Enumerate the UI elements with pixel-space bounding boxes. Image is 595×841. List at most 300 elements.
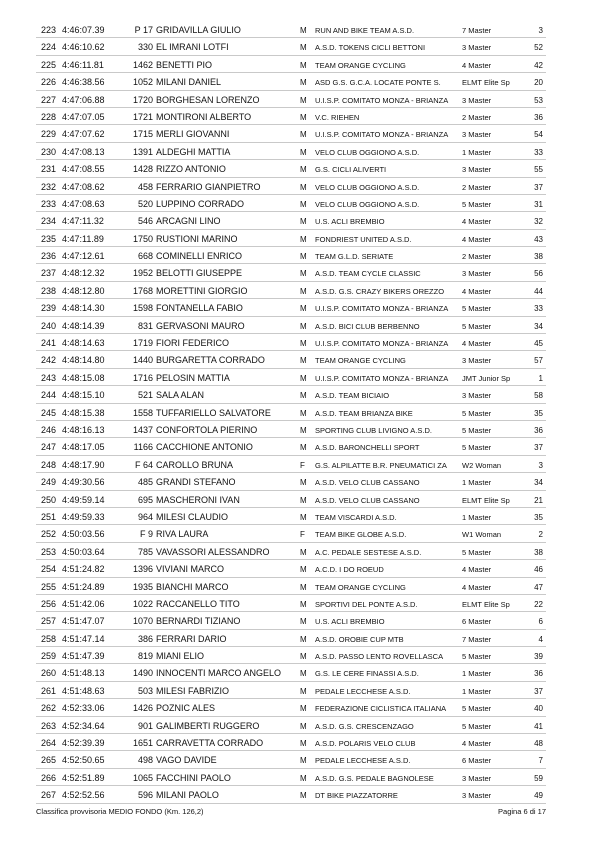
category-cell: 4 Master [462,582,492,592]
position-cell: 223 [41,25,57,35]
gender-cell: M [300,512,307,522]
team-cell: SPORTING CLUB LIVIGNO A.S.D. [315,425,432,435]
position-cell: 263 [41,720,57,731]
gender-cell: M [300,321,307,331]
category-cell: 1 Master [462,147,492,157]
time-cell: 4:47:08.13 [62,146,105,157]
bib-number-cell: 901 [137,720,153,731]
bib-number-cell: 386 [137,633,153,644]
position-cell: 234 [41,216,57,227]
time-cell: 4:48:17.05 [62,442,105,453]
category-position-cell: 3 [538,460,543,470]
bib-number-cell: P 17 [134,25,153,35]
bib-number-cell: 1391 [132,146,153,157]
position-cell: 266 [41,772,57,783]
table-row [36,247,546,264]
bib-number-cell: 1462 [132,59,153,70]
bib-number-cell: 1750 [132,233,153,244]
position-cell: 252 [41,529,57,540]
category-position-cell: 33 [534,304,543,314]
bib-number-cell: 1052 [132,77,153,88]
athlete-name-cell: EL IMRANI LOTFI [156,42,229,53]
bib-number-cell: 1490 [132,668,153,679]
bib-number-cell: 1428 [132,164,153,175]
time-cell: 4:48:14.39 [62,320,105,331]
gender-cell: M [300,269,307,279]
category-cell: 6 Master [462,617,492,627]
table-row [36,699,546,716]
category-cell: 6 Master [462,756,492,766]
category-cell: 1 Master [462,669,492,679]
category-position-cell: 1 [538,373,543,383]
time-cell: 4:51:47.14 [62,633,105,644]
position-cell: 238 [41,285,57,296]
category-cell: 3 Master [462,269,492,279]
position-cell: 253 [41,546,57,557]
bib-number-cell: 1022 [132,598,153,609]
gender-cell: M [300,147,307,157]
position-cell: 225 [41,59,57,70]
bib-number-cell: 668 [137,251,153,262]
athlete-name-cell: MONTIRONI ALBERTO [156,111,252,122]
gender-cell: M [300,547,307,557]
bib-number-cell: 498 [137,755,153,766]
category-cell: 5 Master [462,704,492,714]
category-position-cell: 34 [534,321,543,331]
position-cell: 227 [41,94,57,105]
athlete-name-cell: MORETTINI GIORGIO [156,285,248,296]
athlete-name-cell: BERNARDI TIZIANO [156,616,241,627]
athlete-name-cell: CACCHIONE ANTONIO [156,442,253,453]
team-cell: U.S. ACLI BREMBIO [315,217,385,227]
category-cell: ELMT Elite Sp [462,78,510,88]
category-cell: 4 Master [462,565,492,575]
position-cell: 246 [41,424,57,435]
athlete-name-cell: MERLI GIOVANNI [156,129,230,140]
athlete-name-cell: VAVASSORI ALESSANDRO [156,546,270,557]
table-row [36,178,546,195]
time-cell: 4:48:12.80 [62,285,105,296]
category-cell: ELMT Elite Sp [462,599,510,609]
athlete-name-cell: ARCAGNI LINO [156,216,221,227]
table-row [36,212,546,229]
category-cell: ELMT Elite Sp [462,495,510,505]
category-position-cell: 53 [534,95,543,105]
gender-cell: M [300,686,307,696]
category-cell: 4 Master [462,234,492,244]
table-row [36,421,546,438]
gender-cell: M [300,495,307,505]
athlete-name-cell: BORGHESAN LORENZO [156,94,260,105]
position-cell: 250 [41,494,57,505]
category-position-cell: 42 [534,60,543,70]
category-cell: 5 Master [462,547,492,557]
category-position-cell: 52 [534,43,543,53]
table-row [36,682,546,699]
team-cell: U.I.S.P. COMITATO MONZA - BRIANZA [315,130,449,140]
team-cell: TEAM BIKE GLOBE A.S.D. [315,530,407,540]
table-row [36,264,546,281]
position-cell: 241 [41,338,57,349]
time-cell: 4:51:48.63 [62,685,105,696]
table-row [36,751,546,768]
athlete-name-cell: GERVASONI MAURO [156,320,245,331]
time-cell: 4:46:10.62 [62,42,105,53]
bib-number-cell: 1065 [132,772,153,783]
team-cell: A.S.D. TEAM CYCLE CLASSIC [315,269,421,279]
team-cell: VELO CLUB OGGIONO A.S.D. [315,182,420,192]
bib-number-cell: 695 [137,494,153,505]
category-cell: 3 Master [462,791,492,801]
category-cell: 4 Master [462,339,492,349]
position-cell: 249 [41,477,57,488]
bib-number-cell: 1720 [132,94,153,105]
category-position-cell: 59 [534,773,543,783]
team-cell: A.S.D. TOKENS CICLI BETTONI [315,43,426,53]
gender-cell: M [300,391,307,401]
position-cell: 245 [41,407,57,418]
team-cell: FEDERAZIONE CICLISTICA ITALIANA [315,704,447,714]
bib-number-cell: F 9 [139,529,153,540]
athlete-name-cell: TUFFARIELLO SALVATORE [156,407,271,418]
bib-number-cell: 1935 [132,581,153,592]
category-position-cell: 37 [534,182,543,192]
bib-number-cell: 1721 [132,111,153,122]
athlete-name-cell: ALDEGHI MATTIA [156,146,231,157]
gender-cell: M [300,304,307,314]
category-position-cell: 57 [534,356,543,366]
team-cell: A.S.D. G.S. CRAZY BIKERS OREZZO [315,286,445,296]
bib-number-cell: F 64 [134,459,153,470]
table-row [36,491,546,508]
team-cell: A.C.D. I DO ROEUD [315,565,384,575]
athlete-name-cell: RIVA LAURA [156,529,209,540]
time-cell: 4:52:34.64 [62,720,105,731]
bib-number-cell: 1651 [132,738,153,749]
team-cell: U.I.S.P. COMITATO MONZA - BRIANZA [315,373,449,383]
category-cell: 5 Master [462,652,492,662]
gender-cell: M [300,78,307,88]
table-row [36,404,546,421]
position-cell: 232 [41,181,57,192]
position-cell: 258 [41,633,57,644]
gender-cell: M [300,182,307,192]
gender-cell: M [300,617,307,627]
position-cell: 224 [41,42,57,53]
position-cell: 247 [41,442,57,453]
time-cell: 4:51:24.82 [62,564,105,575]
team-cell: ASD G.S. G.C.A. LOCATE PONTE S. [315,78,441,88]
table-row [36,508,546,525]
team-cell: A.S.D. G.S. CRESCENZAGO [315,721,414,731]
gender-cell: M [300,739,307,749]
team-cell: PEDALE LECCHESE A.S.D. [315,686,411,696]
bib-number-cell: 1715 [132,129,153,140]
team-cell: A.S.D. TEAM BRIANZA BIKE [315,408,413,418]
gender-cell: M [300,165,307,175]
category-cell: 3 Master [462,43,492,53]
athlete-name-cell: FERRARI DARIO [156,633,227,644]
athlete-name-cell: CONFORTOLA PIERINO [156,424,258,435]
gender-cell: M [300,652,307,662]
category-position-cell: 54 [534,130,543,140]
table-row [36,664,546,681]
team-cell: U.I.S.P. COMITATO MONZA - BRIANZA [315,304,449,314]
category-position-cell: 40 [534,704,543,714]
athlete-name-cell: POZNIC ALES [156,703,216,714]
team-cell: TEAM ORANGE CYCLING [315,582,406,592]
position-cell: 244 [41,390,57,401]
category-position-cell: 36 [534,425,543,435]
gender-cell: M [300,669,307,679]
table-row [36,386,546,403]
time-cell: 4:51:24.89 [62,581,105,592]
bib-number-cell: 1166 [133,442,153,453]
athlete-name-cell: SALA ALAN [156,390,205,401]
category-cell: 3 Master [462,95,492,105]
gender-cell: M [300,252,307,262]
category-cell: 5 Master [462,199,492,209]
athlete-name-cell: MILESI FABRIZIO [156,685,230,696]
athlete-name-cell: MIANI ELIO [156,651,205,662]
bib-number-cell: 831 [137,320,153,331]
athlete-name-cell: RACCANELLO TITO [156,598,240,609]
time-cell: 4:48:14.30 [62,303,105,314]
category-cell: 4 Master [462,217,492,227]
team-cell: A.S.D. VELO CLUB CASSANO [315,478,420,488]
time-cell: 4:47:11.32 [62,216,104,227]
category-cell: 2 Master [462,252,492,262]
category-position-cell: 36 [534,112,543,122]
category-cell: 4 Master [462,739,492,749]
gender-cell: M [300,339,307,349]
table-row [36,560,546,577]
team-cell: FONDRIEST UNITED A.S.D. [315,234,412,244]
table-row [36,108,546,125]
athlete-name-cell: PELOSIN MATTIA [156,372,230,383]
table-row [36,38,546,55]
time-cell: 4:48:15.38 [62,407,105,418]
table-row [36,282,546,299]
time-cell: 4:52:33.06 [62,703,105,714]
table-row [36,56,546,73]
table-row [36,351,546,368]
category-position-cell: 46 [534,565,543,575]
athlete-name-cell: COMINELLI ENRICO [156,251,243,262]
athlete-name-cell: MASCHERONI IVAN [156,494,240,505]
category-cell: 1 Master [462,686,492,696]
time-cell: 4:52:51.89 [62,772,105,783]
table-row [36,317,546,334]
gender-cell: M [300,234,307,244]
table-row [36,91,546,108]
table-row [36,125,546,142]
bib-number-cell: 503 [137,685,153,696]
category-position-cell: 34 [534,478,543,488]
athlete-name-cell: FONTANELLA FABIO [156,303,243,314]
time-cell: 4:51:42.06 [62,598,105,609]
table-row [36,473,546,490]
category-position-cell: 36 [534,669,543,679]
position-cell: 235 [41,233,57,244]
category-position-cell: 38 [534,547,543,557]
team-cell: TEAM G.L.D. SERIATE [315,252,394,262]
bib-number-cell: 546 [137,216,153,227]
time-cell: 4:51:48.13 [62,668,105,679]
time-cell: 4:52:52.56 [62,790,105,801]
athlete-name-cell: MILESI CLAUDIO [156,511,229,522]
bib-number-cell: 1598 [132,303,153,314]
time-cell: 4:52:50.65 [62,755,105,766]
team-cell: A.S.D. G.S. PEDALE BAGNOLESE [315,773,434,783]
position-cell: 261 [41,685,57,696]
time-cell: 4:48:12.32 [62,268,105,279]
gender-cell: M [300,443,307,453]
category-position-cell: 56 [534,269,543,279]
category-cell: 5 Master [462,321,492,331]
athlete-name-cell: VIVIANI MARCO [156,564,225,575]
position-cell: 231 [41,164,57,175]
results-table [36,21,546,804]
time-cell: 4:48:14.63 [62,338,105,349]
team-cell: SPORTIVI DEL PONTE A.S.D. [315,599,418,609]
table-row [36,21,546,38]
bib-number-cell: 1558 [132,407,153,418]
time-cell: 4:51:47.07 [62,616,105,627]
time-cell: 4:48:17.90 [62,459,105,470]
bib-number-cell: 1768 [132,285,153,296]
team-cell: A.S.D. BICI CLUB BERBENNO [315,321,420,331]
time-cell: 4:51:47.39 [62,651,105,662]
athlete-name-cell: GALIMBERTI RUGGERO [156,720,260,731]
team-cell: A.S.D. VELO CLUB CASSANO [315,495,420,505]
category-position-cell: 38 [534,252,543,262]
time-cell: 4:50:03.56 [62,529,105,540]
category-cell: 1 Master [462,478,492,488]
footer-title: Classifica provvisoria MEDIO FONDO (Km. 126,2) [36,807,204,816]
team-cell: A.C. PEDALE SESTESE A.S.D. [315,547,422,557]
time-cell: 4:47:12.61 [62,251,105,262]
athlete-name-cell: BIANCHI MARCO [156,581,229,592]
table-row [36,160,546,177]
bib-number-cell: 1716 [132,372,153,383]
position-cell: 243 [41,372,57,383]
gender-cell: M [300,95,307,105]
position-cell: 240 [41,320,57,331]
athlete-name-cell: GRIDAVILLA GIULIO [156,25,241,35]
team-cell: TEAM VISCARDI A.S.D. [315,512,397,522]
position-cell: 254 [41,564,57,575]
category-cell: 3 Master [462,356,492,366]
time-cell: 4:47:08.55 [62,164,105,175]
page-footer [36,807,546,819]
category-position-cell: 33 [534,147,543,157]
athlete-name-cell: VAGO DAVIDE [156,755,217,766]
table-row [36,456,546,473]
category-position-cell: 2 [538,530,543,540]
athlete-name-cell: BENETTI PIO [156,59,213,70]
position-cell: 226 [41,77,57,88]
category-cell: 2 Master [462,182,492,192]
category-position-cell: 6 [538,617,543,627]
time-cell: 4:47:08.63 [62,198,105,209]
gender-cell: M [300,373,307,383]
athlete-name-cell: CAROLLO BRUNA [156,459,234,470]
gender-cell: M [300,286,307,296]
category-position-cell: 21 [534,495,543,505]
category-position-cell: 31 [534,199,543,209]
bib-number-cell: 1426 [132,703,153,714]
gender-cell: M [300,26,307,35]
time-cell: 4:46:11.81 [62,59,104,70]
category-position-cell: 39 [534,652,543,662]
table-row [36,230,546,247]
time-cell: 4:50:03.64 [62,546,105,557]
team-cell: U.I.S.P. COMITATO MONZA - BRIANZA [315,339,449,349]
table-row [36,369,546,386]
table-row [36,195,546,212]
category-cell: JMT Junior Sp [462,373,511,383]
bib-number-cell: 521 [137,390,153,401]
position-cell: 228 [41,111,57,122]
time-cell: 4:46:38.56 [62,77,105,88]
bib-number-cell: 330 [137,42,153,53]
athlete-name-cell: FERRARIO GIANPIETRO [156,181,261,192]
team-cell: U.S. ACLI BREMBIO [315,617,385,627]
position-cell: 265 [41,755,57,766]
athlete-name-cell: RUSTIONI MARINO [156,233,238,244]
table-row [36,595,546,612]
position-cell: 236 [41,251,57,262]
time-cell: 4:47:07.62 [62,129,105,140]
table-row [36,734,546,751]
team-cell: TEAM ORANGE CYCLING [315,356,406,366]
team-cell: G.S. LE CERE FINASSI A.S.D. [315,669,419,679]
bib-number-cell: 596 [137,790,153,801]
gender-cell: M [300,599,307,609]
time-cell: 4:49:59.33 [62,511,105,522]
team-cell: U.I.S.P. COMITATO MONZA - BRIANZA [315,95,449,105]
gender-cell: M [300,565,307,575]
bib-number-cell: 785 [137,546,153,557]
gender-cell: M [300,217,307,227]
time-cell: 4:48:16.13 [62,424,105,435]
gender-cell: M [300,704,307,714]
category-position-cell: 55 [534,165,543,175]
time-cell: 4:48:15.10 [62,390,105,401]
position-cell: 255 [41,581,57,592]
athlete-name-cell: RIZZO ANTONIO [156,164,226,175]
gender-cell: M [300,408,307,418]
team-cell: PEDALE LECCHESE A.S.D. [315,756,411,766]
category-position-cell: 47 [534,582,543,592]
time-cell: 4:48:15.08 [62,372,105,383]
footer-page-number: Pagina 6 di 17 [498,807,546,816]
position-cell: 230 [41,146,57,157]
athlete-name-cell: BURGARETTA CORRADO [156,355,265,366]
gender-cell: F [300,460,305,470]
team-cell: TEAM ORANGE CYCLING [315,60,406,70]
bib-number-cell: 485 [137,477,153,488]
table-row [36,73,546,90]
category-position-cell: 20 [534,78,543,88]
category-position-cell: 32 [534,217,543,227]
category-position-cell: 35 [534,512,543,522]
category-position-cell: 7 [538,756,543,766]
category-position-cell: 41 [534,721,543,731]
gender-cell: M [300,356,307,366]
athlete-name-cell: FIORI FEDERICO [156,338,230,349]
